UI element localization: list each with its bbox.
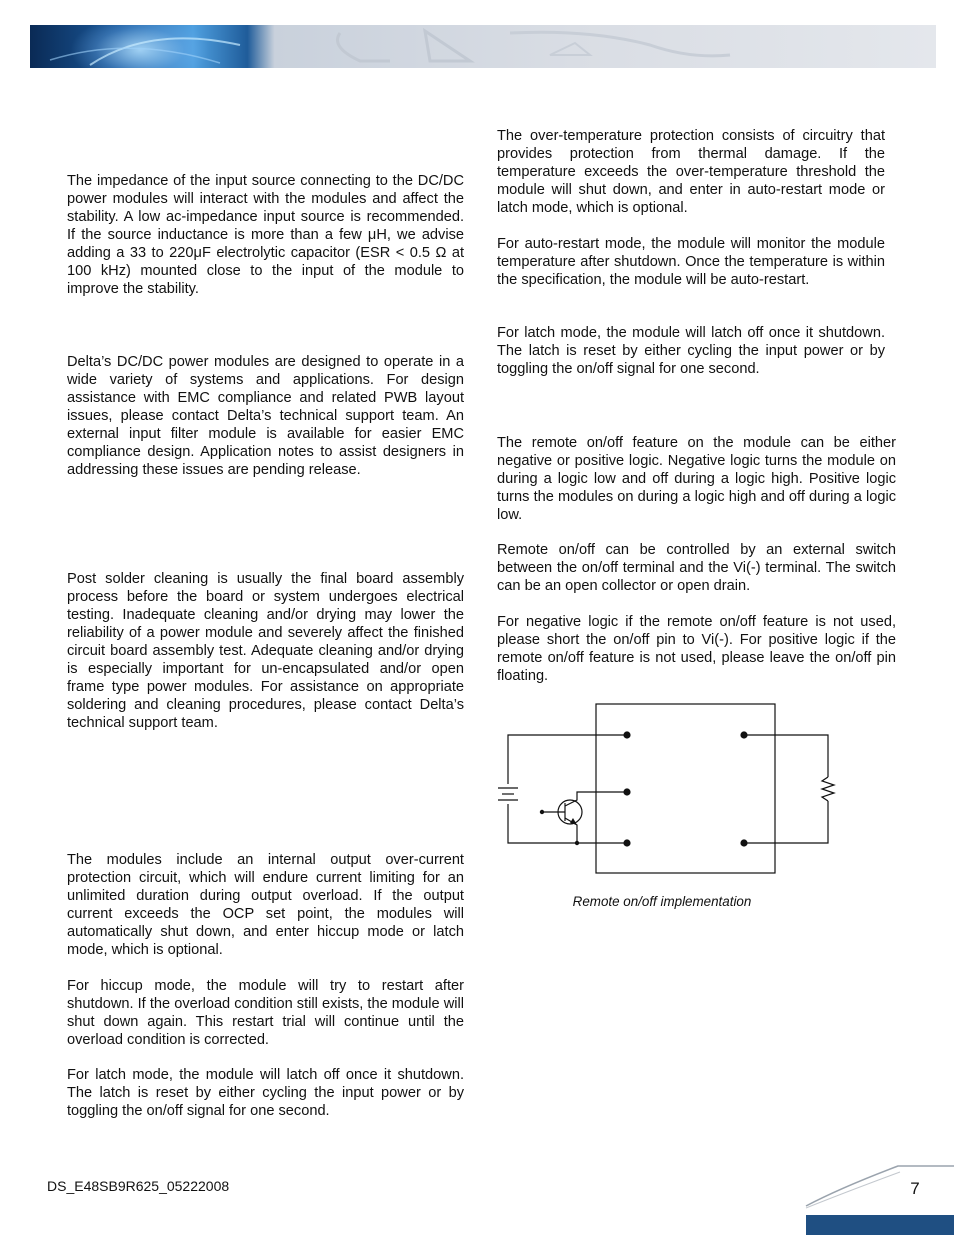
latch-mode-otp-text: For latch mode, the module will latch off once it shutdown. The latch is reset by either cycling the input power or by toggling the on/off signal for one second. (497, 325, 885, 377)
transistor-emitter-wire (565, 818, 577, 843)
page-number: 7 (910, 1179, 920, 1198)
vi-minus-wire (508, 804, 627, 843)
banner-watermark (30, 25, 936, 68)
emc-considerations-text: Delta’s DC/DC power modules are designed to operate in a wide variety of systems and applications. For design assistance with EMC compliance and related PWB layout issues, please contact Delta’s technical support team. An external input filter module is available for easier EMC compliance design. Application notes to assist designers in addressing these issues are pending release. (67, 354, 464, 478)
over-current-protection-text: The modules include an internal output over-current protection circuit, which will endure current limiting for an unlimited duration during output overload. If the output current exceeds the OCP set point, the modules will automatically shut down, and enter hiccup mode or latch mode, which is optional. (67, 852, 464, 958)
transistor-base-node (540, 810, 544, 814)
vo-plus-pin (740, 731, 747, 738)
transistor-emitter-arrow (570, 818, 577, 825)
module-box (596, 704, 775, 873)
over-temperature-protection-text: The over-temperature protection consists of circuitry that provides protection from thermal damage. If the temperature exceeds the over-temperature threshold the module will shut down, and enter in auto-restart mode or latch mode, which is optional. (497, 128, 885, 216)
vo-plus-wire (744, 735, 828, 777)
hiccup-mode-text: For hiccup mode, the module will try to restart after shutdown. If the overload condition still exists, the module will shut down again. This restart trial will continue until the overload condition is corrected. (67, 978, 464, 1048)
remote-on-off-switch-text: Remote on/off can be controlled by an external switch between the on/off terminal and the Vi(-) terminal. The switch can be an open collector or open drain. (497, 542, 896, 594)
latch-mode-ocp-text: For latch mode, the module will latch off once it shutdown. The latch is reset by either cycling the input power or by toggling the on/off signal for one second. (67, 1067, 464, 1119)
remote-on-off-unused-text: For negative logic if the remote on/off feature is not used, please short the on/off pin to Vi(-). For positive logic if the remote on/off feature is not used, please leave the on/off pin floating. (497, 614, 896, 684)
footer-bar (806, 1215, 954, 1235)
vi-plus-wire (508, 735, 627, 784)
auto-restart-mode-text: For auto-restart mode, the module will monitor the module temperature after shutdown. Once the temperature is within the specification, the module will be auto-restart. (497, 236, 885, 288)
vo-minus-pin (740, 839, 747, 846)
document-id: DS_E48SB9R625_05222008 (47, 1178, 230, 1194)
footer-swoosh (806, 1166, 954, 1206)
header-banner (30, 25, 936, 68)
on-off-pin (623, 788, 630, 795)
transistor-collector-wire (565, 792, 627, 806)
vi-minus-pin (623, 839, 630, 846)
figure-caption: Remote on/off implementation (572, 894, 752, 909)
input-source-impedance-text: The impedance of the input source connecting to the DC/DC power modules will interact with the modules and affect the stability. A low ac-impedance input source is recommended. If the source inductance is more than a few μH, we advise adding a 33 to 220μF electrolytic capacitor (ESR < 0.5 Ω at 100 kHz) mounted close to the input of the module to improve the stability. (67, 173, 464, 297)
cleaning-procedures-text: Post solder cleaning is usually the final board assembly process before the board or system undergoes electrical testing. Inadequate cleaning and/or drying may lower the reliability of a power module and severely affect the finished circuit board assembly test. Adequate cleaning and/or drying is especially important for un-encapsulated and/or open frame type power modules. For assistance on appropriate soldering and cleaning procedures, please contact Delta’s technical support team. (67, 571, 464, 731)
vo-minus-wire (744, 801, 828, 843)
vi-plus-pin (623, 731, 630, 738)
remote-on-off-logic-text: The remote on/off feature on the module can be either negative or positive logic. Negative logic turns the module on during a logic low and off during a logic high. Positive logic turns the modules on during a logic high and off during a logic low. (497, 435, 896, 523)
transistor-body (558, 800, 582, 824)
load-resistor (822, 777, 834, 801)
emitter-junction-node (575, 841, 579, 845)
footer-swoosh-2 (806, 1172, 900, 1208)
